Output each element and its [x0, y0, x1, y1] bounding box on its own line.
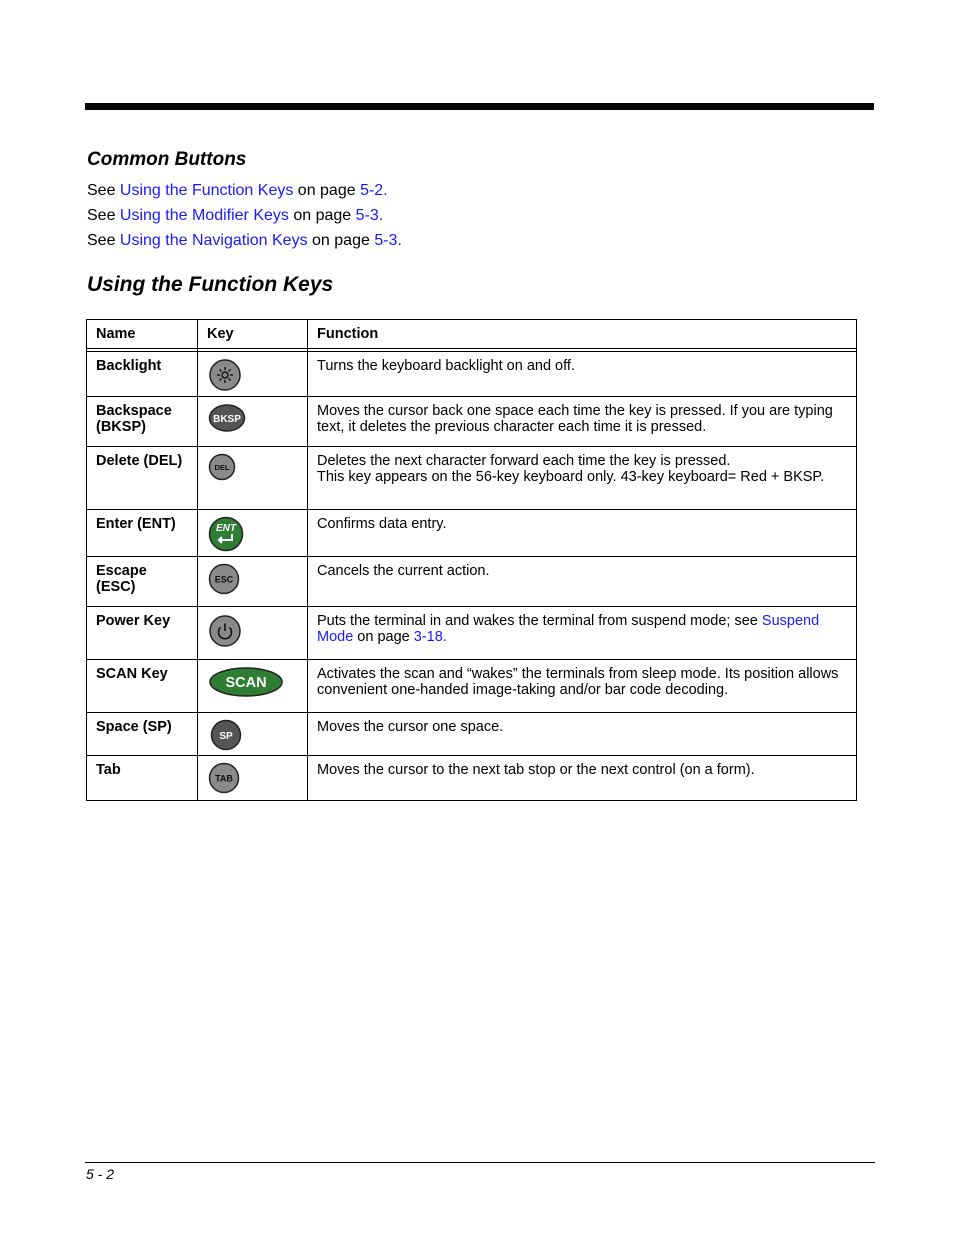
key-name: Tab	[87, 756, 198, 801]
see-prefix: See	[87, 232, 120, 249]
table-row	[87, 607, 857, 660]
enter-key-icon	[208, 516, 246, 552]
key-name: Space (SP)	[87, 713, 198, 756]
bksp-key-icon	[208, 403, 246, 433]
table-header-row	[87, 320, 857, 349]
space-key-label: SP	[219, 731, 233, 742]
table-row	[87, 352, 857, 397]
tab-key-icon	[208, 762, 242, 794]
link-modifier-keys[interactable]: Using the Modifier Keys	[119, 207, 289, 224]
see-mid: on page	[293, 182, 361, 199]
link-function-keys[interactable]: Using the Function Keys	[119, 182, 294, 199]
link-page-3-18[interactable]: 3-18.	[413, 629, 447, 645]
link-suspend-mode[interactable]: Suspend Mode	[317, 613, 820, 645]
key-name: Backlight	[87, 352, 198, 397]
table-row	[87, 510, 857, 557]
see-line-function-keys	[87, 181, 388, 201]
section-heading-common-buttons: Common Buttons	[87, 149, 247, 170]
see-mid: on page	[288, 207, 356, 224]
key-function: Turns the keyboard backlight on and off.	[308, 352, 857, 397]
see-prefix: See	[87, 207, 120, 224]
section-heading-function-keys: Using the Function Keys	[87, 273, 334, 296]
key-name: SCAN Key	[87, 660, 198, 713]
power-key-icon	[208, 613, 242, 647]
function-line: Deletes the next character forward each time the key is pressed.	[317, 453, 731, 469]
table-row	[87, 756, 857, 801]
page-number: 5 - 2	[86, 1166, 115, 1182]
table-row	[87, 397, 857, 447]
see-line-navigation-keys	[87, 231, 402, 251]
header-name: Name	[87, 320, 198, 349]
footer-rule	[85, 1162, 875, 1163]
esc-key-label: ESC	[214, 574, 234, 585]
backlight-key-icon	[208, 358, 242, 392]
key-function: Moves the cursor back one space each time the key is pressed. If you are typing text, it deletes the previous character each time it is pressed.	[308, 397, 857, 447]
del-key-label: DEL	[214, 463, 230, 472]
key-function: Moves the cursor one space.	[308, 713, 857, 756]
link-navigation-keys[interactable]: Using the Navigation Keys	[119, 232, 308, 249]
key-name: Delete (DEL)	[87, 447, 198, 510]
esc-key-icon	[208, 563, 240, 595]
key-function: Confirms data entry.	[308, 510, 857, 557]
table-row	[87, 660, 857, 713]
function-text: Puts the terminal in and wakes the terminal from suspend mode; see	[317, 613, 762, 629]
header-key: Key	[198, 320, 308, 349]
key-function: Activates the scan and “wakes” the terminals from sleep mode. Its position allows convenient one-handed image-taking and/or bar code decoding.	[308, 660, 857, 713]
table-row	[87, 447, 857, 510]
key-function: Moves the cursor to the next tab stop or the next control (on a form).	[308, 756, 857, 801]
key-name: Power Key	[87, 607, 198, 660]
link-page-5-3[interactable]: 5-3.	[355, 207, 384, 224]
key-function	[308, 607, 857, 660]
scan-key-icon	[208, 666, 284, 698]
tab-key-label: TAB	[215, 773, 233, 784]
header-function: Function	[308, 320, 857, 349]
see-line-modifier-keys	[87, 206, 383, 226]
function-line: This key appears on the 56-key keyboard only. 43-key keyboard= Red + BKSP.	[317, 469, 825, 485]
function-mid: on page	[353, 629, 414, 645]
del-key-icon	[208, 453, 236, 481]
function-keys-table	[86, 319, 857, 801]
see-prefix: See	[87, 182, 120, 199]
space-key-icon	[208, 719, 244, 751]
header-rule	[85, 103, 874, 110]
key-name: Backspace (BKSP)	[87, 397, 198, 447]
link-page-5-3-nav[interactable]: 5-3.	[374, 232, 402, 249]
key-function	[308, 447, 857, 510]
table-row	[87, 557, 857, 607]
table-row	[87, 713, 857, 756]
link-page-5-2[interactable]: 5-2.	[360, 182, 388, 199]
key-name: Enter (ENT)	[87, 510, 198, 557]
bksp-key-label: BKSP	[213, 414, 241, 425]
key-function: Cancels the current action.	[308, 557, 857, 607]
key-name: Escape (ESC)	[87, 557, 198, 607]
see-mid: on page	[307, 232, 375, 249]
scan-key-label: SCAN	[225, 675, 267, 691]
enter-key-label: ENT	[216, 523, 236, 534]
